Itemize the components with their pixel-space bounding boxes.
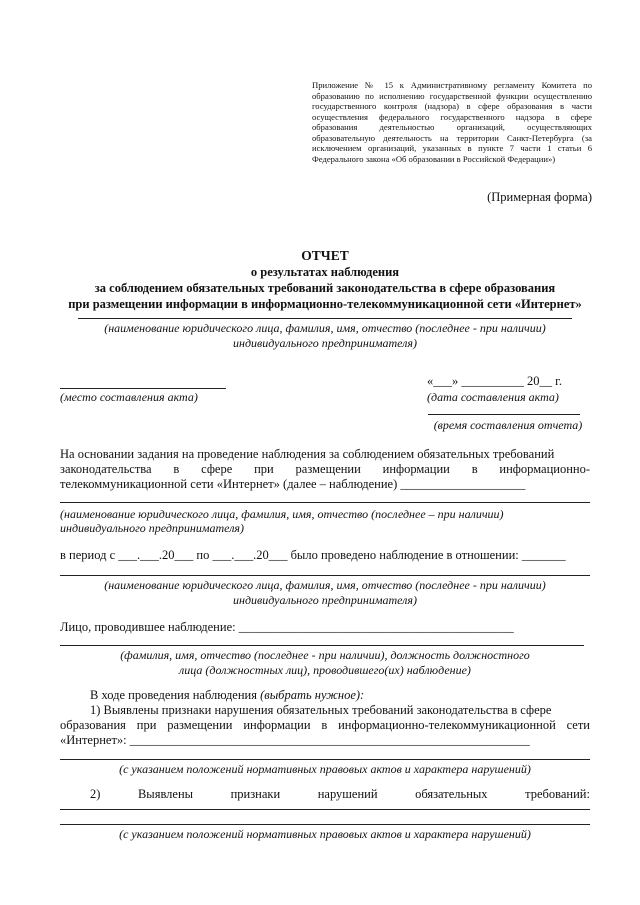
legal-entity-caption-3b: индивидуального предпринимателя)	[232, 593, 417, 607]
time-caption: (время составления отчета)	[433, 418, 583, 432]
place-line	[60, 388, 226, 389]
legal-entity-caption-2b: индивидуального предпринимателя)	[60, 521, 245, 535]
item1-line-1: 1) Выявлены признаки нарушения обязательных требований законодательства в сфере	[90, 703, 552, 717]
legal-entity-caption-2a: (наименование юридического лица, фамилия, имя, отчество (последнее – при наличии)	[60, 507, 504, 521]
person-extra-line	[60, 645, 584, 646]
item2-word-5: требований:	[525, 787, 590, 801]
norms-caption-1: (с указанием положений нормативных правовых актов и характера нарушений)	[119, 762, 531, 776]
legal-entity-caption-3a: (наименование юридического лица, фамилия, имя, отчество (последнее - при наличии)	[104, 578, 546, 592]
item2-line	[60, 787, 590, 802]
basis-line-2: законодательства в сфере при размещении информации в информационно-	[60, 462, 590, 476]
legal-entity-line-3	[60, 575, 590, 576]
item2-word-4: обязательных	[415, 787, 488, 801]
item2-line-b	[60, 824, 590, 825]
time-line	[428, 414, 580, 415]
period-line: в период с ___.___.20___ по ___.___.20___ было проведено наблюдение в отношении: _______	[60, 548, 566, 562]
norms-caption-2: (с указанием положений нормативных правовых актов и характера нарушений)	[119, 827, 531, 841]
item2-line-a	[60, 809, 590, 810]
report-title: ОТЧЕТ	[301, 248, 349, 263]
item2-word-1: Выявлены	[137, 787, 194, 801]
course-heading	[90, 688, 364, 703]
course-text: В ходе проведения наблюдения	[90, 688, 257, 702]
basis-line-3: телекоммуникационной сети «Интернет» (далее – наблюдение) ____________________	[60, 477, 526, 491]
legal-entity-line-1	[78, 318, 572, 319]
report-subtitle-3: при размещении информации в информационно-телекоммуникационной сети «Интернет»	[68, 297, 582, 311]
date-caption: (дата составления акта)	[427, 390, 559, 404]
appendix-note: Приложение № 15 к Административному регламенту Комитета по образованию по исполнению государственной функции осуществлению государственного контроля (надзора) в сфере образования в части осуществления федерального государственного надзора в сфере образования деятельностью организаций, осуществляющих образовательную деятельность на территории Санкт-Петербурга (за исключением организаций, указанных в пункте 7 части 1 статьи 6 Федерального закона «Об образовании в Российской Федерации»)	[312, 80, 592, 164]
item2-word-2: признаки	[230, 787, 281, 801]
person-line: Лицо, проводившее наблюдение: ____________________________________________	[60, 620, 514, 634]
legal-entity-caption-1a: (наименование юридического лица, фамилия, имя, отчество (последнее - при наличии)	[104, 321, 546, 335]
date-fill: «___» __________ 20__ г.	[427, 374, 562, 388]
item2-word-3: нарушений	[317, 787, 378, 801]
legal-entity-line-2	[60, 502, 590, 503]
basis-line-1: На основании задания на проведение наблюдения за соблюдением обязательных требований	[60, 447, 555, 461]
person-caption-a: (фамилия, имя, отчество (последнее - при наличии), должность должностного	[120, 648, 530, 662]
form-note: (Примерная форма)	[487, 190, 592, 204]
item1-line-3: «Интернет»: ________________________________________________________________	[60, 733, 530, 747]
item2-num: 2)	[90, 787, 101, 801]
person-caption-b: лица (должностных лиц), проводившего(их) наблюдение)	[179, 663, 471, 677]
place-caption: (место составления акта)	[60, 390, 198, 404]
course-choice: (выбрать нужное):	[257, 688, 365, 702]
report-subtitle-1: о результатах наблюдения	[250, 265, 400, 279]
report-subtitle-2: за соблюдением обязательных требований законодательства в сфере образования	[94, 281, 556, 295]
legal-entity-caption-1b: индивидуального предпринимателя)	[232, 336, 417, 350]
item1-extra-line	[60, 759, 590, 760]
item1-line-2: образования при размещении информации в информационно-телекоммуникационной сети	[60, 718, 590, 732]
